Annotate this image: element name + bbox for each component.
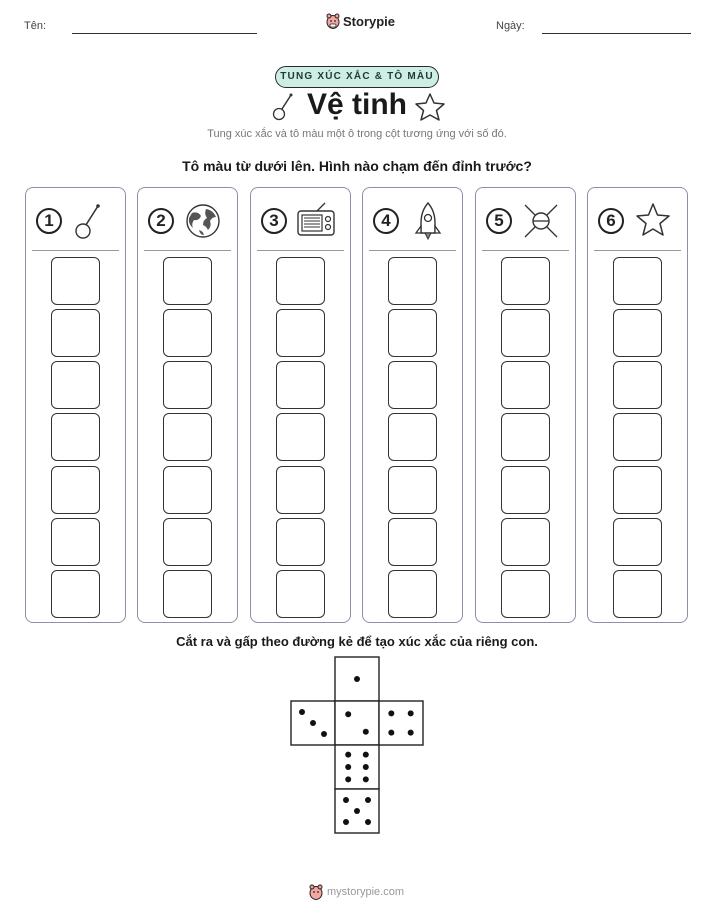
color-cell[interactable]	[276, 413, 325, 461]
column-1	[25, 187, 126, 623]
color-cell[interactable]	[613, 257, 662, 305]
column-divider	[32, 250, 119, 251]
date-label: Ngày:	[496, 20, 525, 32]
dice-pip	[363, 752, 369, 758]
color-cell[interactable]	[163, 257, 212, 305]
column-number: 3	[261, 208, 287, 234]
column-number: 1	[36, 208, 62, 234]
dice-pip	[388, 730, 394, 736]
color-cell[interactable]	[613, 466, 662, 514]
color-cell[interactable]	[501, 257, 550, 305]
star-icon	[632, 200, 674, 242]
column-2	[137, 187, 238, 623]
column-6	[587, 187, 688, 623]
color-cell[interactable]	[276, 570, 325, 618]
color-cell[interactable]	[501, 570, 550, 618]
color-cell[interactable]	[276, 466, 325, 514]
color-cell[interactable]	[501, 518, 550, 566]
column-divider	[482, 250, 569, 251]
color-cell[interactable]	[51, 361, 100, 409]
name-line[interactable]	[72, 33, 257, 34]
dice-pip	[363, 729, 369, 735]
dice-face-4	[379, 701, 423, 745]
dice-pip	[310, 720, 316, 726]
color-cell[interactable]	[51, 466, 100, 514]
satellite-dish-icon	[70, 200, 112, 242]
color-cell[interactable]	[388, 309, 437, 357]
column-divider	[369, 250, 456, 251]
globe-icon	[182, 200, 224, 242]
color-cell[interactable]	[613, 518, 662, 566]
color-cell[interactable]	[613, 361, 662, 409]
dice-face-6	[335, 745, 379, 789]
color-cell[interactable]	[388, 257, 437, 305]
color-cell[interactable]	[163, 570, 212, 618]
color-cell[interactable]	[51, 309, 100, 357]
dice-pip	[388, 710, 394, 716]
storypie-logo	[326, 13, 395, 29]
dice-pip	[345, 776, 351, 782]
color-cell[interactable]	[163, 518, 212, 566]
color-cell[interactable]	[613, 570, 662, 618]
dice-pip	[365, 797, 371, 803]
dice-pip	[365, 819, 371, 825]
color-cell[interactable]	[501, 466, 550, 514]
dice-pip	[408, 710, 414, 716]
color-cell[interactable]	[51, 257, 100, 305]
color-cell[interactable]	[388, 466, 437, 514]
name-label: Tên:	[24, 20, 47, 32]
column-number: 5	[486, 208, 512, 234]
dice-pip	[345, 752, 351, 758]
dice-pip	[343, 797, 349, 803]
column-number: 4	[373, 208, 399, 234]
color-cell[interactable]	[613, 413, 662, 461]
footer	[309, 884, 404, 900]
column-divider	[594, 250, 681, 251]
color-cell[interactable]	[163, 413, 212, 461]
radio-icon	[295, 200, 337, 242]
color-cell[interactable]	[388, 413, 437, 461]
brand-name: Storypie	[343, 13, 396, 29]
dice-pip	[321, 731, 327, 737]
column-number: 6	[598, 208, 624, 234]
star-icon	[414, 92, 446, 122]
color-cell[interactable]	[388, 518, 437, 566]
activity-banner: TUNG XÚC XẮC & TÔ MÀU	[275, 66, 439, 88]
column-divider	[257, 250, 344, 251]
dice-face-5	[335, 789, 379, 833]
color-cell[interactable]	[163, 466, 212, 514]
satellite-icon	[520, 200, 562, 242]
dice-pip	[343, 819, 349, 825]
dice-pip	[345, 711, 351, 717]
color-cell[interactable]	[51, 413, 100, 461]
color-cell[interactable]	[163, 309, 212, 357]
dice-face-2	[335, 701, 379, 745]
date-line[interactable]	[542, 33, 691, 34]
footer-url[interactable]: mystorypie.com	[327, 886, 405, 898]
color-cell[interactable]	[388, 570, 437, 618]
color-cell[interactable]	[163, 361, 212, 409]
dice-face-1	[335, 657, 379, 701]
column-4	[362, 187, 463, 623]
color-cell[interactable]	[613, 309, 662, 357]
color-cell[interactable]	[51, 518, 100, 566]
rocket-icon	[407, 200, 449, 242]
dice-pip	[345, 764, 351, 770]
color-cell[interactable]	[276, 257, 325, 305]
dice-pip	[299, 709, 305, 715]
column-number: 2	[148, 208, 174, 234]
storypie-mascot-icon	[326, 13, 340, 29]
dice-face-3	[291, 701, 335, 745]
color-cell[interactable]	[276, 309, 325, 357]
color-cell[interactable]	[388, 361, 437, 409]
column-3	[250, 187, 351, 623]
color-cell[interactable]	[276, 361, 325, 409]
storypie-mascot-icon	[309, 884, 323, 900]
dice-pip	[354, 808, 360, 814]
color-cell[interactable]	[501, 309, 550, 357]
dice-pip	[354, 676, 360, 682]
color-cell[interactable]	[276, 518, 325, 566]
column-5	[475, 187, 576, 623]
color-cell[interactable]	[501, 413, 550, 461]
dice-net	[290, 656, 426, 836]
dice-pip	[363, 764, 369, 770]
dice-pip	[408, 730, 414, 736]
color-cell[interactable]	[501, 361, 550, 409]
cut-instruction: Cắt ra và gấp theo đường kẻ để tạo xúc xắc của riêng con.	[176, 634, 538, 649]
page-title: Vệ tinh	[306, 88, 407, 121]
dice-pip	[363, 776, 369, 782]
subtitle: Tung xúc xắc và tô màu một ô trong cột tương ứng với số đó.	[207, 128, 507, 140]
instruction: Tô màu từ dưới lên. Hình nào chạm đến đỉnh trước?	[182, 158, 532, 174]
color-cell[interactable]	[51, 570, 100, 618]
column-divider	[144, 250, 231, 251]
